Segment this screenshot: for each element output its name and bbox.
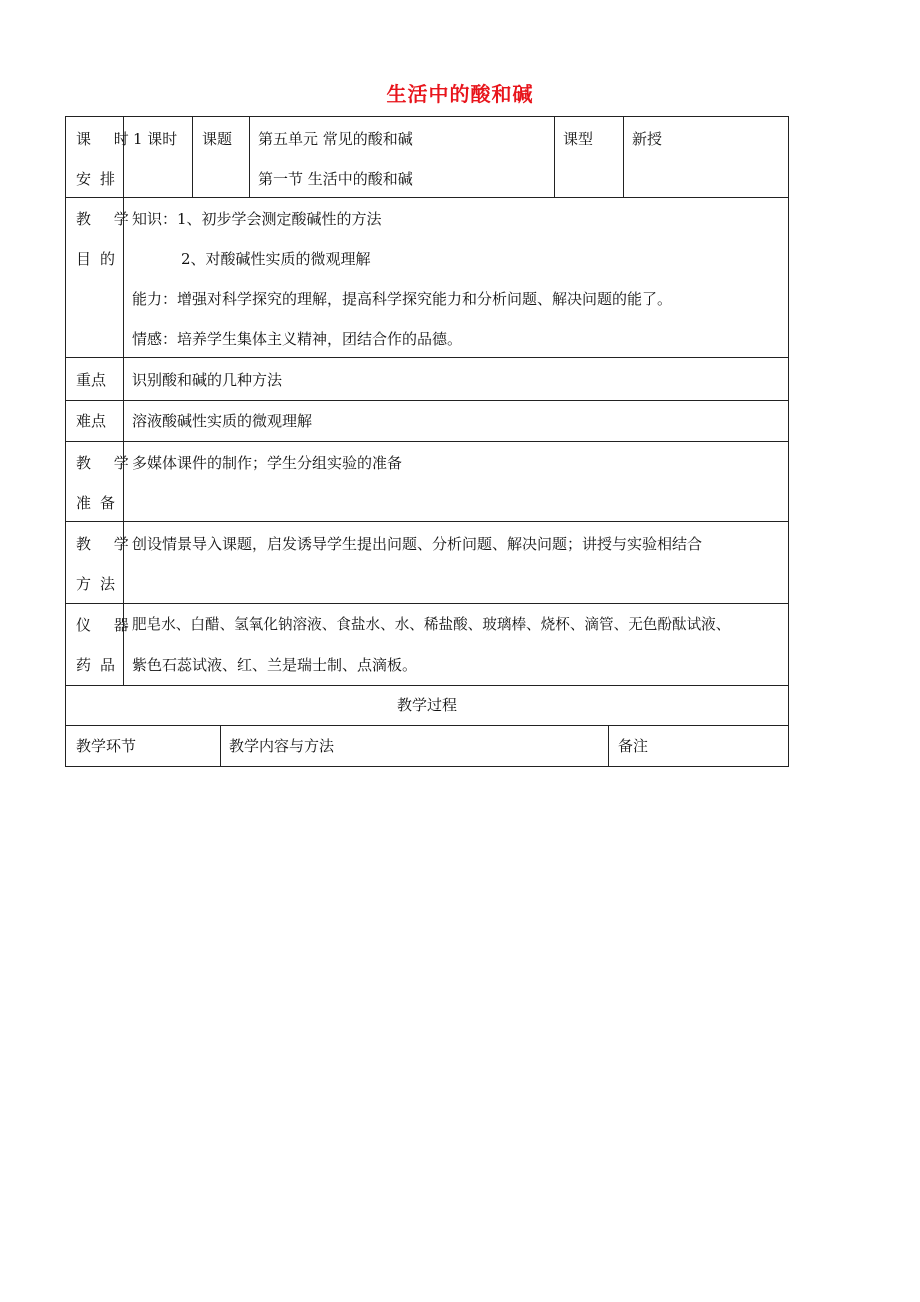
document-title: 生活中的酸和碱 bbox=[386, 82, 534, 106]
key-point-label: 重点 bbox=[76, 371, 107, 389]
materials-label: 药品 bbox=[76, 656, 125, 674]
table-rule bbox=[66, 521, 788, 522]
table-rule bbox=[220, 725, 221, 766]
table-rule bbox=[192, 117, 193, 197]
table-rule bbox=[66, 603, 788, 604]
process-heading: 教学过程 bbox=[396, 696, 457, 714]
preparation-label: 教 学 bbox=[76, 454, 138, 472]
schedule-label: 课 时 bbox=[76, 130, 138, 148]
goals-label: 目的 bbox=[76, 250, 125, 268]
table-rule bbox=[554, 117, 555, 197]
process-col-content: 教学内容与方法 bbox=[229, 737, 335, 755]
goal-knowledge-2: 2、对酸碱性实质的微观理解 bbox=[181, 250, 371, 268]
process-col-notes: 备注 bbox=[618, 737, 649, 755]
lesson-plan-table bbox=[65, 116, 789, 767]
key-point-value: 识别酸和碱的几种方法 bbox=[132, 371, 283, 389]
difficulty-value: 溶液酸碱性实质的微观理解 bbox=[132, 412, 313, 430]
preparation-value: 多媒体课件的制作；学生分组实验的准备 bbox=[132, 454, 403, 472]
goals-label: 教 学 bbox=[76, 210, 138, 228]
table-rule bbox=[66, 197, 788, 198]
topic-label: 课题 bbox=[202, 130, 233, 148]
goal-knowledge-1: 知识：1、初步学会测定酸碱性的方法 bbox=[132, 210, 382, 228]
table-rule bbox=[66, 725, 788, 726]
method-label: 教 学 bbox=[76, 535, 138, 553]
table-rule bbox=[608, 725, 609, 766]
preparation-label: 准备 bbox=[76, 494, 125, 512]
class-hours: 1 课时 bbox=[133, 130, 178, 148]
schedule-label: 安排 bbox=[76, 170, 125, 188]
materials-label: 仪 器 bbox=[76, 616, 138, 634]
topic-section: 第一节 生活中的酸和碱 bbox=[258, 170, 413, 188]
lesson-type-label: 课型 bbox=[563, 130, 594, 148]
goal-ability: 能力：增强对科学探究的理解，提高科学探究能力和分析问题、解决问题的能了。 bbox=[132, 290, 673, 308]
table-rule bbox=[66, 441, 788, 442]
table-rule bbox=[66, 685, 788, 686]
method-value: 创设情景导入课题，启发诱导学生提出问题、分析问题、解决问题；讲授与实验相结合 bbox=[132, 535, 703, 553]
table-rule bbox=[249, 117, 250, 197]
table-rule bbox=[66, 357, 788, 358]
table-rule bbox=[123, 117, 124, 685]
method-label: 方法 bbox=[76, 575, 125, 593]
table-rule bbox=[623, 117, 624, 197]
process-col-stage: 教学环节 bbox=[76, 737, 137, 755]
materials-list-line: 肥皂水、白醋、氢氧化钠溶液、食盐水、水、稀盐酸、玻璃棒、烧杯、滴管、无色酚酞试液、 bbox=[132, 616, 731, 633]
goal-emotion: 情感：培养学生集体主义精神，团结合作的品德。 bbox=[132, 330, 463, 348]
difficulty-label: 难点 bbox=[76, 412, 107, 430]
table-rule bbox=[66, 400, 788, 401]
lesson-type-value: 新授 bbox=[632, 130, 663, 148]
topic-unit: 第五单元 常见的酸和碱 bbox=[258, 130, 413, 148]
materials-list-line: 紫色石蕊试液、红、兰是瑞士制、点滴板。 bbox=[132, 656, 418, 674]
